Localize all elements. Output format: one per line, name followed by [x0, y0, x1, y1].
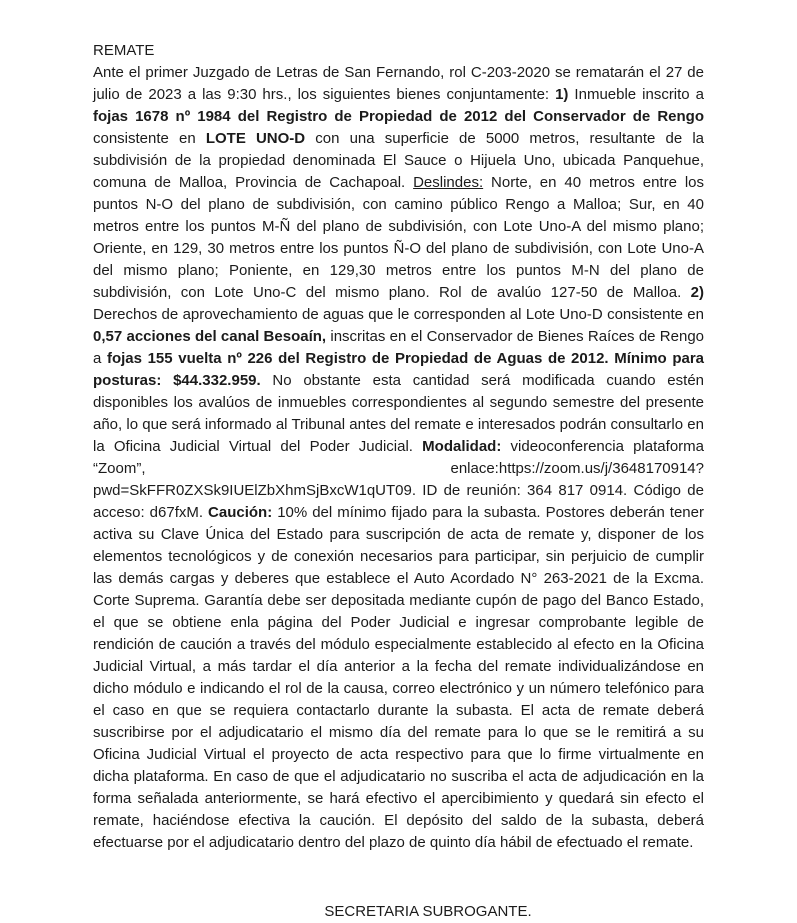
run-item-1-marker: 1)	[555, 86, 569, 103]
run-caucion-label: Caución:	[208, 504, 273, 521]
auction-notice-document	[93, 40, 704, 923]
text-run: Inmueble inscrito a	[568, 86, 704, 103]
run-canal-shares: 0,57 acciones del canal Besoaín,	[93, 328, 327, 345]
run-deslindes-label: Deslindes:	[413, 174, 484, 191]
text-run: inscritas en el Conservador de Bienes Raíces de Rengo a	[93, 328, 705, 367]
run-modalidad-label: Modalidad:	[422, 438, 502, 455]
document-title: REMATE	[93, 42, 155, 59]
run-water-rights-intro: Derechos de aprovechamiento de aguas que le corresponden al Lote Uno-D consistente en	[93, 306, 704, 323]
run-item-2-marker: 2)	[690, 284, 704, 301]
run-property-registration: fojas 1678 nº 1984 del Registro de Propiedad de 2012 del Conservador de Rengo	[93, 108, 704, 125]
signature-title: SECRETARIA SUBROGANTE.	[324, 903, 532, 920]
run-appraisal-note: No obstante esta cantidad será modificada cuando estén disponibles los avalúos de inmuebles correspondientes al segundo semestre del presente año, lo que será informado al Tribunal antes del remate e interesados podrán consultarlo en la Oficina Judicial Virtual del Poder Judicial.	[93, 372, 705, 455]
run-court-intro: Ante el primer Juzgado de Letras de San Fernando, rol C-203-2020 se rematarán el 27 de julio de 2023 a las 9:30 hrs., los siguientes bienes conjuntamente:	[93, 64, 704, 103]
run-water-registration-minimum-bid: fojas 155 vuelta nº 226 del Registro de Propiedad de Aguas de 2012. Mínimo para posturas: $44.332.959.	[93, 350, 704, 389]
document-body	[93, 62, 704, 854]
run-terms: 10% del mínimo fijado para la subasta. Postores deberán tener activa su Clave Única del Estado para suscripción de acta de remate y, disponer de los elementos tecnológicos y de conexión necesarios para participar, sin perjuicio de cumplir las demás cargas y deberes que establece el Auto Acordado N° 263-2021 de la Excma. Corte Suprema. Garantía debe ser depositada mediante cupón de pago del Banco Estado, el que se obtiene enla página del Poder Judicial e ingresar comprobante legible de rendición de caución a través del módulo especialmente establecido al efecto en la Oficina Judicial Virtual, a más tardar el día anterior a la fecha del remate individualizándose en dicho módulo e indicando el rol de la causa, correo electrónico y un número telefónico para el caso en que se requiera contactarlo durante la subasta. El acta de remate deberá suscribirse por el adjudicatario el mismo día del remate para lo que se le remitirá a su Oficina Judicial Virtual el proyecto de acta respectivo para que lo firme virtualmente en dicha plataforma. En caso de que el adjudicatario no suscriba el acta de adjudicación en la forma señalada anteriormente, se hará efectivo el apercibimiento y quedará sin efecto el remate, haciéndose efectiva la caución. El depósito del saldo de la subasta, deberá efectuarse por el adjudicatario dentro del plazo de quinto día hábil de efectuado el remate.	[93, 504, 704, 851]
text-run: consistente en	[93, 130, 206, 147]
run-property-description: con una superficie de 5000 metros, resultante de la subdivisión de la propiedad denominada El Sauce o Hijuela Uno, ubicada Panquehue, comuna de Malloa, Provincia de Cachapoal.	[93, 130, 704, 191]
run-boundaries: Norte, en 40 metros entre los puntos N-O del plano de subdivisión, con camino público Rengo a Malloa; Sur, en 40 metros entre los puntos M-Ñ del plano de subdivisión, con Lote Uno-A del mismo plano; Oriente, en 129, 30 metros entre los puntos Ñ-O del plano de subdivisión, con Lote Uno-A del mismo plano; Poniente, en 129,30 metros entre los puntos M-N del plano de subdivisión, con Lote Uno-C del mismo plano. Rol de avalúo 127-50 de Malloa.	[93, 174, 704, 301]
run-lot-name: LOTE UNO-D	[205, 130, 306, 147]
run-zoom-details: videoconferencia plataforma “Zoom”, enlace:https://zoom.us/j/3648170914? pwd=SkFFR0ZXSk9IUElZbXhmSjBxcW1qUT09. ID de reunión: 364 817 0914. Código de acceso: d67fxM.	[93, 438, 704, 521]
